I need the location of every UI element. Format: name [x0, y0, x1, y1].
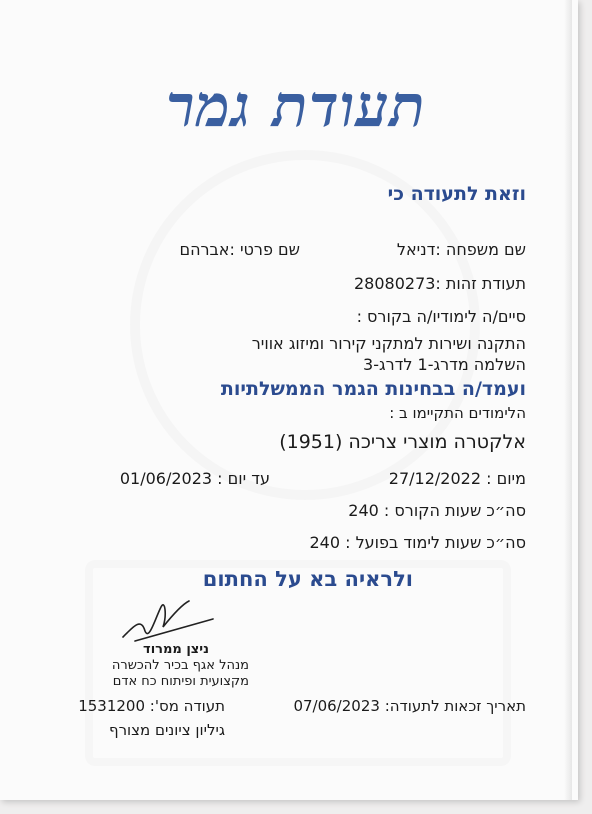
- signer-name: ניצן ממרוד: [143, 642, 209, 657]
- certificate-title: תעודת גמר: [166, 72, 426, 140]
- certificate-number: תעודה מס': 1531200: [78, 697, 225, 715]
- actual-hours-field: סה״כ שעות לימוד בפועל : 240: [309, 533, 526, 552]
- last-name-field: שם משפחה :דניאל: [396, 240, 526, 259]
- entitlement-date: תאריך זכאות לתעודה: 07/06/2023: [293, 697, 526, 715]
- from-date-field: מיום : 27/12/2022: [388, 469, 526, 488]
- held-at-label: הלימודים התקיימו ב :: [389, 404, 526, 422]
- signer-role-line1: מנהל אגף בכיר להכשרה: [111, 658, 249, 673]
- exams-passed-text: ועמד/ה בבחינות הגמר הממשלתיות: [220, 378, 526, 400]
- to-date-field: עד יום : 01/06/2023: [119, 469, 270, 488]
- institution-name: אלקטרה מוצרי צריכה (1951): [279, 431, 526, 453]
- course-completed-label: סיים/ה לימודיו/ה בקורס :: [356, 307, 526, 326]
- signer-role-line2: מקצועית ופיתוח כח אדם: [112, 674, 249, 689]
- course-name-line2: השלמה מדרג-1 לדרג-3: [363, 355, 526, 374]
- grades-attached-note: גיליון ציונים מצורף: [108, 721, 225, 739]
- intro-text: וזאת לתעודה כי: [387, 183, 526, 205]
- signature: [115, 597, 215, 647]
- course-hours-field: סה״כ שעות הקורס : 240: [348, 501, 526, 520]
- first-name-field: שם פרטי :אברהם: [179, 240, 300, 259]
- closing-statement: ולראיה בא על החתום: [202, 567, 413, 591]
- course-name-line1: התקנה ושירות למתקני קירור ומיזוג אוויר: [251, 334, 526, 353]
- id-number-field: תעודת זהות :28080273: [353, 274, 526, 293]
